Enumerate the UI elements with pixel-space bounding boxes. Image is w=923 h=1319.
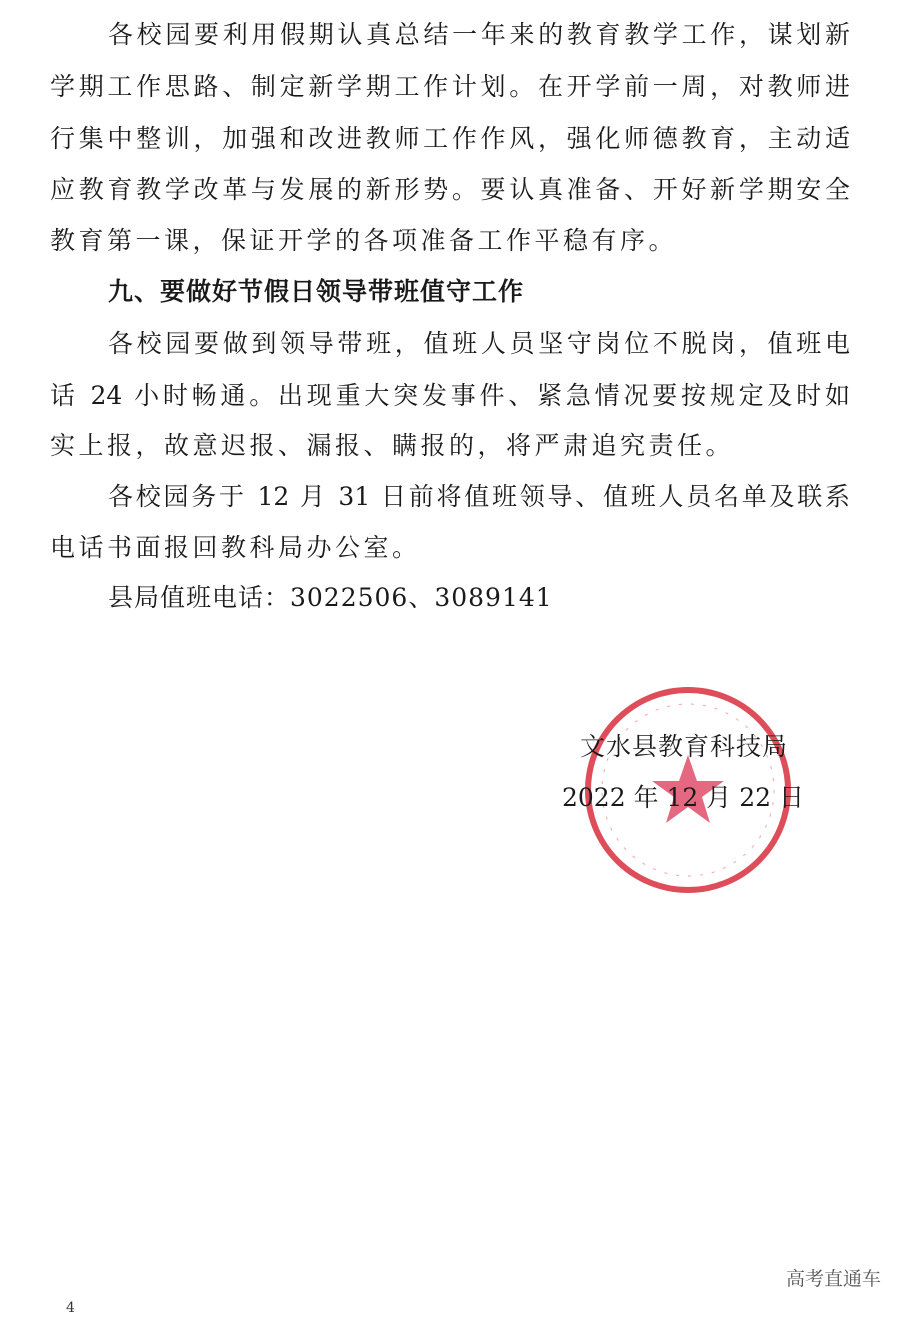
paragraph-line: 电话书面报回教科局办公室。 — [50, 533, 421, 562]
watermark: 高考直通车 — [786, 1268, 882, 1290]
paragraph-line: 行集中整训，加强和改进教师工作作风，强化师德教育，主动适 — [50, 124, 850, 153]
page-number: 4 — [66, 1300, 75, 1316]
paragraph-line: 各校园要做到领导带班，值班人员坚守岗位不脱岗，值班电 — [108, 329, 850, 358]
section-heading: 九、要做好节假日领导带班值守工作 — [108, 277, 525, 306]
signature-date: 2022 年 12 月 22 日 — [562, 783, 804, 812]
paragraph-line: 各校园要利用假期认真总结一年来的教育教学工作，谋划新 — [108, 20, 850, 49]
duty-phone-line: 县局值班电话：3022506、3089141 — [108, 583, 553, 612]
paragraph-line: 教育第一课，保证开学的各项准备工作平稳有序。 — [50, 226, 678, 255]
paragraph-line: 学期工作思路、制定新学期工作计划。在开学前一周，对教师进 — [50, 72, 850, 101]
paragraph-line: 各校园务于 12 月 31 日前将值班领导、值班人员名单及联系 — [108, 482, 850, 511]
paragraph-line: 应教育教学改革与发展的新形势。要认真准备、开好新学期安全 — [50, 175, 850, 204]
paragraph-line: 话 24 小时畅通。出现重大突发事件、紧急情况要按规定及时如 — [50, 381, 850, 410]
signature-org: 文水县教育科技局 — [580, 732, 789, 761]
paragraph-line: 实上报，故意迟报、漏报、瞒报的，将严肃追究责任。 — [50, 431, 735, 460]
